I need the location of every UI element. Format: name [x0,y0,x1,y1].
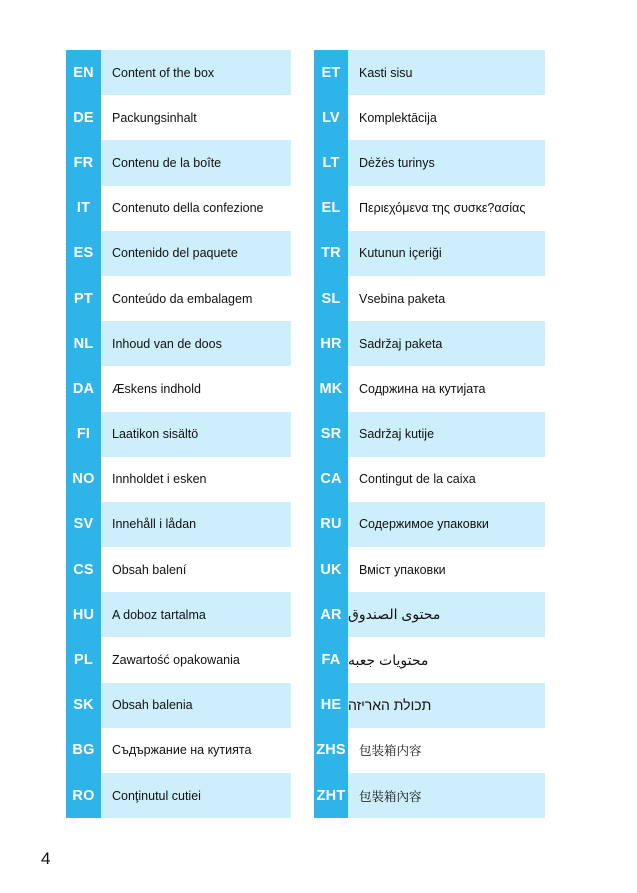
language-code: DA [66,366,101,411]
language-label: Obsah balení [112,562,187,577]
language-label: Contingut de la caixa [359,472,476,487]
language-row-fr [66,140,291,185]
language-code: SL [314,276,348,321]
language-code: ET [314,50,348,95]
language-row-sk [66,683,291,728]
language-label: תכולת האריזה [348,683,545,728]
language-label: Obsah balenia [101,683,291,728]
language-code: SK [66,683,101,728]
language-code: EN [66,50,101,95]
language-code: HR [314,321,348,366]
language-code: ES [66,231,101,276]
language-label: Innholdet i esken [112,472,207,487]
language-row-nl [66,321,291,366]
language-label: Contenuto della confezione [112,201,264,216]
language-row-hu [66,592,291,637]
language-code: HU [66,592,101,637]
language-code: SR [314,412,348,457]
language-label: Innehåll i lådan [101,502,291,547]
language-row-hr [314,321,545,366]
language-label: Sadržaj paketa [348,321,545,366]
language-row-ca [314,457,545,502]
language-table-right [314,50,545,818]
language-label: Contenu de la boîte [101,140,291,185]
language-code: RO [66,773,101,818]
language-label: 包装箱内容 [359,744,422,759]
language-code: HE [314,683,348,728]
language-label: 包裝箱內容 [348,773,545,818]
language-row-zhs [314,728,545,773]
language-code: NO [66,457,101,502]
language-code: LT [314,140,348,185]
language-row-bg [66,728,291,773]
language-row-tr [314,231,545,276]
language-row-ro [66,773,291,818]
language-code: DE [66,95,101,140]
page-number: 4 [41,849,51,868]
language-label: محتويات جعبه [348,651,429,668]
language-label: Περιεχόμενα της συσκε?ασίας [359,201,526,216]
language-row-et [314,50,545,95]
language-row-zht [314,773,545,818]
language-row-sv [66,502,291,547]
language-label: Zawartość opakowania [112,653,240,668]
language-code: ZHT [314,773,348,818]
language-row-uk [314,547,545,592]
language-code: EL [314,186,348,231]
language-row-no [66,457,291,502]
language-code: LV [314,95,348,140]
language-row-es [66,231,291,276]
language-row-sr [314,412,545,457]
language-code: UK [314,547,348,592]
language-label: Content of the box [101,50,291,95]
language-label: Æskens indhold [112,381,201,396]
language-code: FA [314,637,348,682]
language-row-it [66,186,291,231]
language-table-left [66,50,291,818]
language-row-mk [314,366,545,411]
language-row-he [314,683,545,728]
language-row-el [314,186,545,231]
language-code: AR [314,592,348,637]
language-label: Съдържание на кутията [112,743,252,758]
language-code: CS [66,547,101,592]
language-code: ZHS [314,728,348,773]
language-code: PL [66,637,101,682]
language-label: Kutunun içeriği [348,231,545,276]
language-code: PT [66,276,101,321]
language-code: BG [66,728,101,773]
language-code: MK [314,366,348,411]
language-row-pl [66,637,291,682]
language-row-sl [314,276,545,321]
language-label: A doboz tartalma [101,592,291,637]
language-label: Vsebina paketa [359,291,446,306]
language-label: Conţinutul cutiei [101,773,291,818]
language-code: TR [314,231,348,276]
language-row-lt [314,140,545,185]
language-code: CA [314,457,348,502]
language-code: NL [66,321,101,366]
language-row-da [66,366,291,411]
language-label: Содржина на кутијата [359,381,486,396]
language-label: Contenido del paquete [101,231,291,276]
language-label: Packungsinhalt [112,110,197,125]
language-label: Вміст упаковки [359,562,446,577]
language-label: محتوى الصندوق [348,592,545,637]
language-row-ar [314,592,545,637]
language-label: Laatikon sisältö [101,412,291,457]
language-code: FI [66,412,101,457]
language-row-en [66,50,291,95]
language-label: Kasti sisu [348,50,545,95]
language-row-lv [314,95,545,140]
language-label: Dėžės turinys [348,140,545,185]
language-label: Inhoud van de doos [101,321,291,366]
language-label: Conteúdo da embalagem [112,291,253,306]
language-row-cs [66,547,291,592]
language-label: Komplektācija [359,110,437,125]
language-row-ru [314,502,545,547]
language-row-fi [66,412,291,457]
language-code: IT [66,186,101,231]
language-label: Содержимое упаковки [348,502,545,547]
language-code: FR [66,140,101,185]
language-code: RU [314,502,348,547]
language-row-pt [66,276,291,321]
language-code: SV [66,502,101,547]
language-row-fa [314,637,545,682]
language-label: Sadržaj kutije [348,412,545,457]
language-row-de [66,95,291,140]
